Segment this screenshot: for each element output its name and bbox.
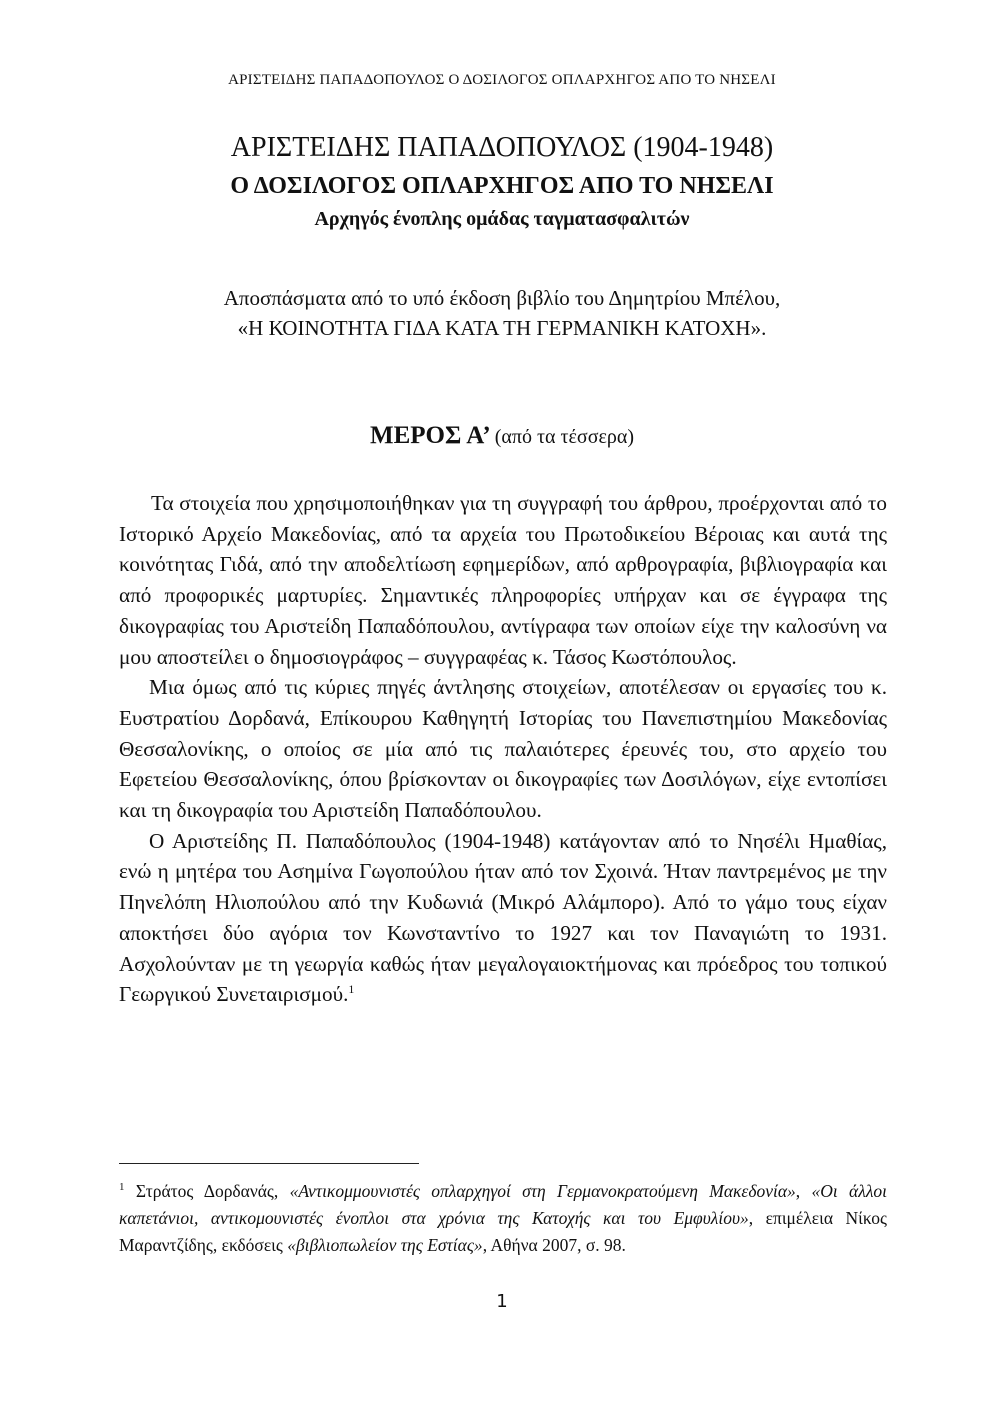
body-paragraph-1: Τα στοιχεία που χρησιμοποιήθηκαν για τη συγγραφή του άρθρου, προέρχονται από το Ιστορικό Αρχείο Μακεδονίας, από τα αρχεία του Πρωτοδικείου Βέροιας και αυτά της κοινότητας Γιδά, από την αποδελτίωση εφημερίδων, από αρθρογραφία, βιβλιογραφία και από προφορικές μαρτυρίες. Σημαντικές πληροφορίες υπήρχαν και σε έγγραφα της δικογραφίας του Αριστείδη Παπαδόπουλου, αντίγραφα των οποίων είχε την καλοσύνη να μου αποστείλει ο δημοσιογράφος – συγγραφέας κ. Τάσος Κωστόπουλος. [119,491,887,669]
footnote-number: 1 [119,1181,125,1194]
footnote-editor: , επιμέλεια Νίκος Μαραντζίδης, εκδόσεις [119,1208,887,1255]
title-block [0,128,1004,234]
intro-line: Αποσπάσματα από το υπό έκδοση βιβλίο του Δημητρίου Μπέλου, [223,286,781,310]
body-paragraph-3-text: Ο Αριστείδης Π. Παπαδόπουλος (1904-1948) κατάγονταν από το Νησέλι Ημαθίας, ενώ η μητέρα του Ασημίνα Γωγοπούλου ήταν από τον Σχοινά. Ήταν παντρεμένος με την Πηνελόπη Ηλιοπούλου από την Κυδωνιά (Μικρό Αλάμπορο). Από το γάμο τους είχαν αποκτήσει δύο αγόρια τον Κωνσταντίνο το 1927 και τον Παναγιώτη το 1931. Ασχολούνταν με τη γεωργία καθώς ήταν μεγαλογαιοκτήμονας και πρόεδρος του τοπικού Γεωργικού Συνεταιρισμού. [119,828,887,1007]
footnote-title-2: «Οι άλλοι καπετάνιοι, αντικομουνιστές ένοπλοι στα χρόνια της Κατοχής και του Εμφυλίου» [119,1181,888,1228]
footnote-separator: , [795,1181,812,1201]
page-number: 1 [496,1291,508,1312]
running-header: ΑΡΙΣΤΕΙΔΗΣ ΠΑΠΑΔΟΠΟΥΛΟΣ Ο ΔΟΣΙΛΟΓΟΣ ΟΠΛΑΡΧΗΓΟΣ ΑΠΟ ΤΟ ΝΗΣΕΛΙ [228,72,776,88]
footnote-reference[interactable]: 1 [348,982,355,997]
footnote [119,1178,887,1259]
document-subtitle-secondary: Αρχηγός ένοπλης ομάδας ταγματασφαλιτών [314,208,690,230]
footnote-author: Στράτος Δορδανάς, [135,1181,290,1201]
footnote-publisher: «βιβλιοπωλείον της Εστίας» [287,1235,483,1255]
intro-block [0,283,1004,343]
document-title: ΑΡΙΣΤΕΙΔΗΣ ΠΑΠΑΔΟΠΟΥΛΟΣ (1904-1948) [230,132,774,163]
document-subtitle: Ο ΔΟΣΙΛΟΓΟΣ ΟΠΛΑΡΧΗΓΟΣ ΑΠΟ ΤΟ ΝΗΣΕΛΙ [230,173,774,199]
body-paragraph-3 [119,826,887,1010]
section-part-label: ΜΕΡΟΣ Α’ [369,422,491,449]
footnote-tail: , Αθήνα 2007, σ. 98. [482,1235,626,1255]
body-text [119,488,887,1010]
footnote-divider [119,1163,419,1164]
section-part-note: (από τα τέσσερα) [494,426,634,448]
body-paragraph-2: Μια όμως από τις κύριες πηγές άντλησης στοιχείων, αποτέλεσαν οι εργασίες του κ. Ευστρατίου Δορδανά, Επίκουρου Καθηγητή Ιστορίας του Πανεπιστημίου Μακεδονίας Θεσσαλονίκης, ο οποίος σε μία από τις παλαιότερες έρευνές του, στο αρχείο του Εφετείου Θεσσαλονίκης, όπου βρίσκονταν οι δικογραφίες των Δοσιλόγων, είχε εντοπίσει και τη δικογραφία του Αριστείδη Παπαδόπουλου. [119,675,887,823]
footnote-title-1: «Αντικομμουνιστές οπλαρχηγοί στη Γερμανοκρατούμενη Μακεδονία» [289,1181,796,1201]
intro-book-title: «Η ΚΟΙΝΟΤΗΤΑ ΓΙΔΑ ΚΑΤΑ ΤΗ ΓΕΡΜΑΝΙΚΗ ΚΑΤΟΧΗ». [237,316,767,340]
section-heading [0,422,1004,450]
